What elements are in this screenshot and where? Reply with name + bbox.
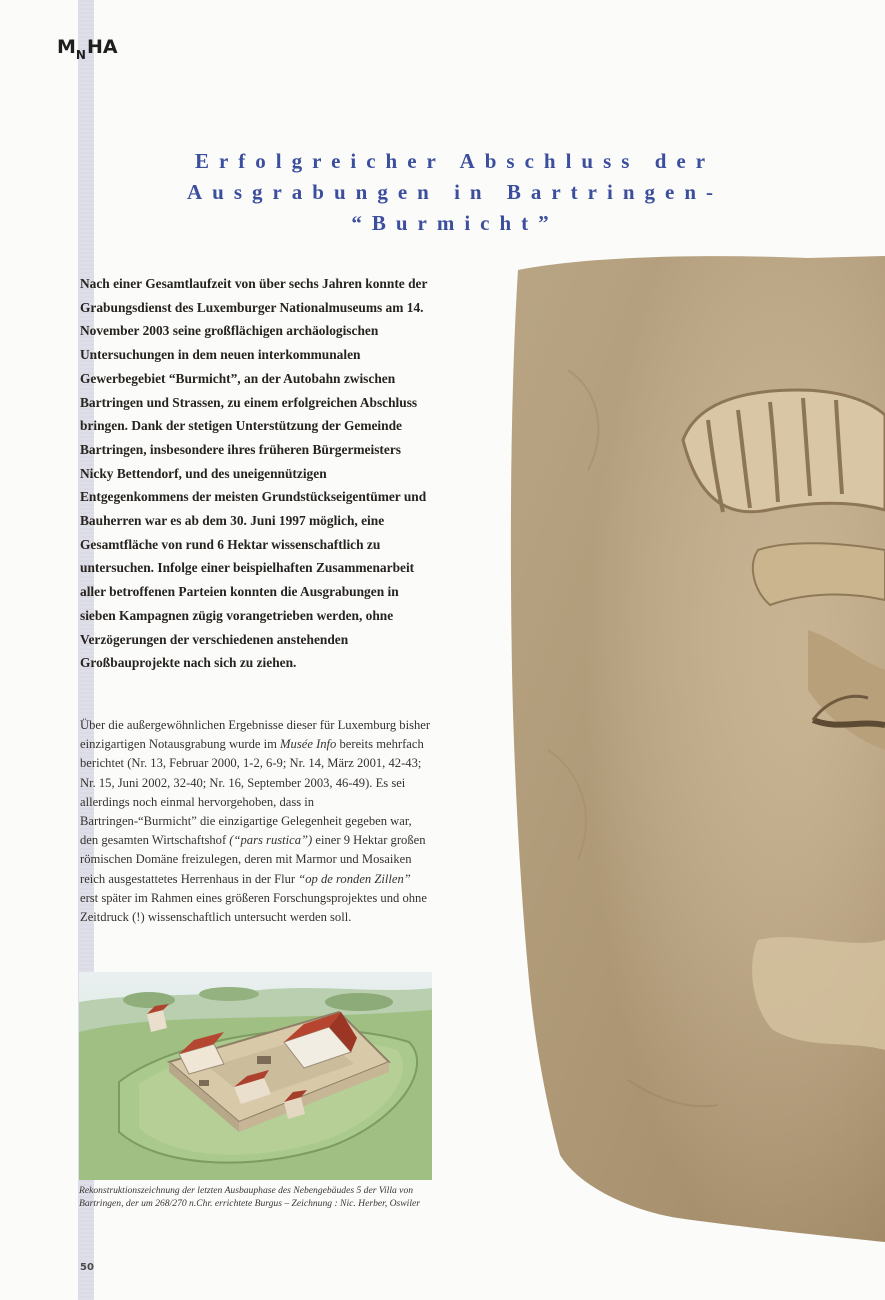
title-line-2: Ausgrabungen in Bartringen- [186, 180, 724, 204]
page-number: 50 [80, 1262, 94, 1273]
image-caption: Rekonstruktionszeichnung der letzten Ausbauphase des Nebengebäudes 5 der Villa von Bartringen, der um 268/270 n.Chr. errichtete Burgus – Zeichnung : Nic. Herber, Oswiler [79, 1185, 420, 1209]
reconstruction-drawing-image [79, 972, 432, 1180]
stone-relief-image [508, 250, 885, 1242]
article-title [150, 146, 760, 239]
mnha-logo: $M_NHA$ [57, 36, 118, 62]
intro-paragraph-text: Nach einer Gesamtlaufzeit von über sechs Jahren konnte der Grabungsdienst des Luxemburger Nationalmuseums am 14. November 2003 seine großflächigen archäologischen Untersuchungen in dem neuen interkommunalen Gewerbegebiet “Burmicht”, an der Autobahn zwischen Bartringen und Strassen, zu einem erfolgreichen Abschluss bringen. Dank der stetigen Unterstützung der Gemeinde Bartringen, insbesondere ihres früheren Bürgermeisters Nicky Bettendorf, und des uneigennützigen Entgegenkommens der meisten Grundstückseigentümer und Bauherren war es ab dem 30. Juni 1997 möglich, eine Gesamtfläche von rund 6 Hektar wissenschaftlich zu untersuchen. Infolge einer beispielhaften Zusammenarbeit aller betroffenen Parteien konnten die Ausgrabungen in sieben Kampagnen zügig vorangetrieben werden, ohne Verzögerungen der verschiedenen anstehenden Großbauprojekte nach sich zu ziehen. [80, 276, 428, 671]
title-line-1: Erfolgreicher Abschluss der [194, 149, 716, 173]
body-paragraph-text: Über die außergewöhnlichen Ergebnisse dieser für Luxemburg bisher einzigartigen Notausgrabung wurde im Musée Info bereits mehrfach berichtet (Nr. 13, Februar 2000, 1-2, 6-9; Nr. 14, März 2001, 42-43; Nr. 15, Juni 2002, 32-40; Nr. 16, September 2003, 46-49). Es sei allerdings noch einmal hervorgehoben, dass in Bartringen-“Burmicht” die einzigartige Gelegenheit gegeben war, den gesamten Wirtschaftshof (“pars rustica”) einer 9 Hektar großen römischen Domäne freizulegen, deren mit Marmor und Mosaiken reich ausgestattetes Herrenhaus in der Flur “op de ronden Zillen” erst später im Rahmen eines größeren Forschungsprojektes und ohne Zeitdruck (!) wissenschaftlich untersucht werden soll. [80, 718, 431, 925]
body-paragraph [80, 716, 432, 927]
title-line-3: “Burmicht” [351, 211, 559, 235]
intro-paragraph [80, 272, 432, 675]
